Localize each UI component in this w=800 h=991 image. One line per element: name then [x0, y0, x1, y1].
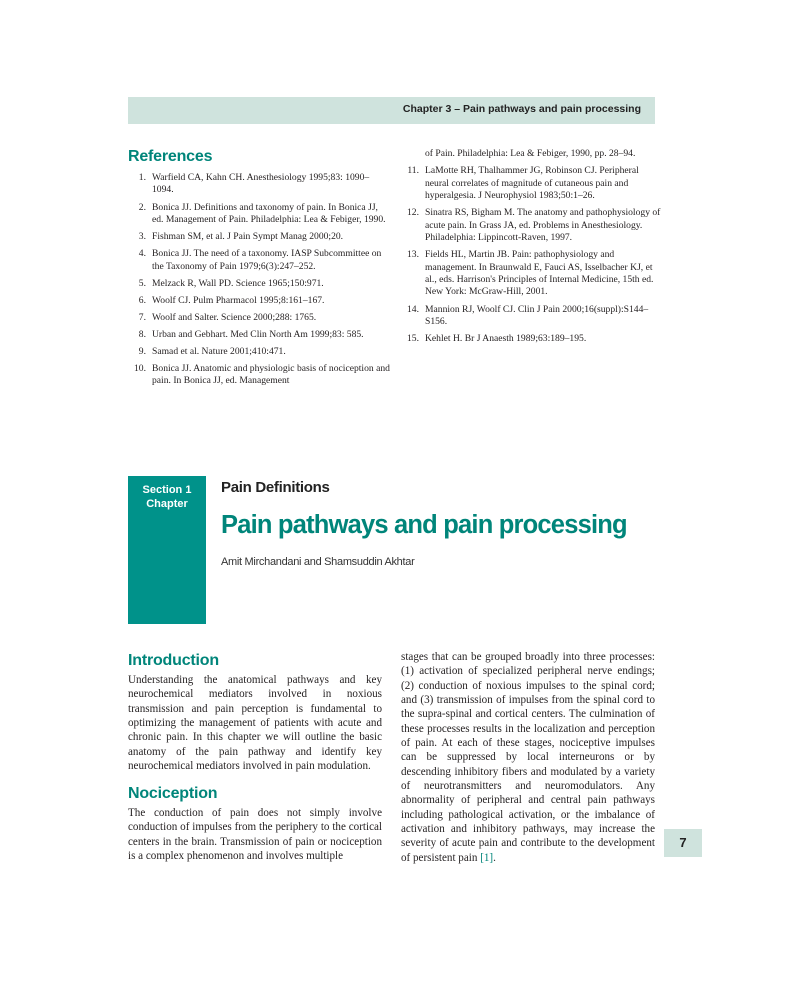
citation-link[interactable]: [1]	[480, 851, 494, 864]
chapter-box	[128, 476, 206, 624]
nociception-paragraph: The conduction of pain does not simply involve conduction of impulses from the periphery to the cortical centers in the brain. Transmission of pain or nociception is a complex phenomenon and involves multiple	[128, 807, 382, 863]
reference-item: 7. Woolf and Salter. Science 2000;288: 1765.	[138, 311, 317, 323]
nociception-heading: Nociception	[128, 785, 218, 802]
chapter-number: 3	[44, 504, 83, 582]
part-title: Pain Definitions	[221, 479, 330, 496]
paragraph-end: .	[493, 851, 496, 864]
chapter-label: Chapter	[146, 498, 188, 510]
reference-item: 11. LaMotte RH, Thalhammer JG, Robinson CJ. Peripheral neural correlates of magnitude of cutaneous pain and hyperalgesia. J Neurophysiol 1983;50:1–26.	[407, 165, 639, 202]
reference-item: 3. Fishman SM, et al. J Pain Sympt Manag 2000;20.	[138, 231, 344, 242]
chapter-title: Pain pathways and pain processing	[221, 511, 627, 539]
section-label: Section 1	[142, 484, 192, 496]
reference-item: 8. Urban and Gebhart. Med Clin North Am 1999;83: 585.	[138, 328, 364, 340]
reference-item: 1. Warfield CA, Kahn CH. Anesthesiology 1995;83: 1090–1094.	[138, 172, 370, 196]
page-number-tab	[664, 829, 702, 857]
references-list-right	[401, 148, 663, 350]
reference-item: 15. Kehlet H. Br J Anaesth 1989;63:189–195.	[407, 333, 587, 345]
nociception-paragraph-continued	[401, 650, 655, 865]
introduction-heading: Introduction	[128, 652, 219, 669]
reference-item: 2. Bonica JJ. Definitions and taxonomy of pain. In Bonica JJ, ed. Management of Pain. Philadelphia: Lea & Febiger, 1990.	[138, 201, 386, 225]
reference-item: 9. Samad et al. Nature 2001;410:471.	[138, 345, 286, 357]
reference-item: 13. Fields HL, Martin JB. Pain: pathophysiology and management. In Braunwald E, Fauci AS, Isselbacher KJ, et al., eds. Harrison's Principles of Internal Medicine, 15th ed. New York: McGraw-Hill, 2001.	[407, 249, 654, 298]
running-header	[128, 97, 655, 124]
chapter-authors: Amit Mirchandani and Shamsuddin Akhtar	[221, 556, 415, 568]
reference-item: 5. Melzack R, Wall PD. Science 1965;150:971.	[138, 277, 324, 289]
running-header-text: Chapter 3 – Pain pathways and pain processing	[402, 103, 641, 115]
reference-item: 14. Mannion RJ, Woolf CJ. Clin J Pain 2000;16(suppl):S144–S156.	[407, 303, 649, 327]
reference-continuation: of Pain. Philadelphia: Lea & Febiger, 1990, pp. 28–94.	[425, 148, 636, 159]
page-number: 7	[679, 835, 687, 850]
reference-item: 4. Bonica JJ. The need of a taxonomy. IASP Subcommittee on the Taxonomy of Pain 1979;6(3):247–252.	[138, 248, 382, 272]
references-list-left	[128, 172, 390, 393]
references-heading: References	[128, 148, 213, 165]
reference-item: 12. Sinatra RS, Bigham M. The anatomy and pathophysiology of acute pain. In Grass JA, ed. Problems in Anesthesiology. Philadelphia: Lippincott-Raven, 1997.	[407, 207, 661, 244]
introduction-paragraph: Understanding the anatomical pathways and key neurochemical mediators involved in noxious transmission and pain perception is fundamental to optimizing the management of patients with acute and chronic pain. In this chapter we will outline the basic anatomy of the pain pathway and identify key neurochemical mediators involved in pain modulation.	[128, 674, 382, 773]
reference-item: 10. Bonica JJ. Anatomic and physiologic basis of nociception and pain. In Bonica JJ, ed. Management	[134, 363, 390, 387]
reference-item: 6. Woolf CJ. Pulm Pharmacol 1995;8:161–167.	[138, 294, 325, 306]
paragraph-text: stages that can be grouped broadly into three processes: (1) activation of specialized peripheral nerve endings; (2) conduction of noxious impulses to the spinal cord; and (3) transmission of impulses from the spinal cord to the supra-spinal and cortical centers. The culmination of these processes results in the localization and perception of pain. At each of these stages, nociceptive impulses can be suppressed by local interneurons or by descending inhibitory fibers and modulated by a variety of neurotransmitters and neuromodulators. Any abnormality of peripheral and central pain pathways including pathological activation, or the imbalance of activation and inhibitory pathways, may increase the severity of acute pain and contribute to the development of persistent pain	[401, 651, 655, 864]
